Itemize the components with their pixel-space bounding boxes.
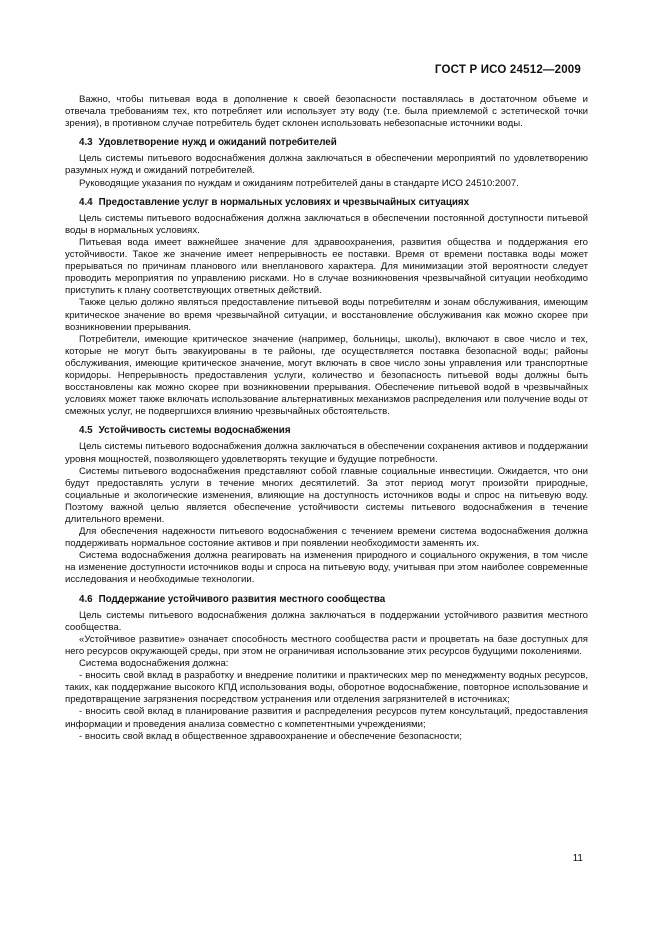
paragraph: Система водоснабжения должна:	[79, 658, 229, 670]
paragraph: Системы питьевого водоснабжения представляют собой главные социальные инвестиции. Ожидается, что они будут предоставлять услуги в течение многих десятилетий. За этот период могут произойти природные, социальные и экологические изменения, влияющие на доступность источников воды и спрос на питьевую воду. Поэтому важной целью является обеспечение устойчивости системы питьевого водоснабжения в течение длительного времени.	[65, 465, 588, 525]
section-title: Устойчивость системы водоснабжения	[98, 425, 291, 437]
section-heading-4-3	[79, 137, 588, 149]
page-number: 11	[572, 853, 583, 864]
paragraph: Цель системы питьевого водоснабжения должна заключаться в поддержании устойчивого развития местного сообщества.	[65, 609, 588, 633]
paragraph: Потребители, имеющие критическое значение (например, больницы, школы), включают в свое число и тех, которые не могут быть эвакуированы в те районы, где осуществляется поставка безопасной воды; районы обслуживания, имеющие критическое значение, могут включать в свое число зоны управления или транспортные коридоры. Непрерывность предоставления услуги, количество и безопасность питьевой воды должны быть восстановлены как можно скорее при возникновении прерывания. Обеспечение питьевой водой в чрезвычайных условиях может также включать использование альтернативных механизмов распределения или получение воды от смежных услуг, не подвергшихся влиянию чрезвычайных обстоятельств.	[65, 333, 588, 418]
section-heading-4-5	[79, 425, 588, 437]
section-number: 4.5	[79, 425, 93, 437]
paragraph: Цель системы питьевого водоснабжения должна заключаться в обеспечении сохранения активов и поддержании уровня мощностей, позволяющего удовлетворять текущие и будущие потребности.	[65, 441, 588, 465]
section-heading-4-6	[79, 594, 588, 606]
section-number: 4.4	[79, 196, 93, 208]
intro-paragraph: Важно, чтобы питьевая вода в дополнение к своей безопасности поставлялась в достаточном объеме и отвечала требованиям тех, кто потребляет или использует эту воду (т.е. была приемлемой с эстетической точки зрения), в противном случае потребитель будет склонен использовать небезопасные источники воды.	[65, 94, 588, 130]
list-item: - вносить свой вклад в общественное здравоохранение и обеспечение безопасности;	[79, 730, 462, 742]
document-header: ГОСТ Р ИСО 24512—2009	[434, 64, 581, 76]
list-item: - вносить свой вклад в планирование развития и распределения ресурсов путем консультаций, предоставления информации и проведения анализа совместно с компетентными учреждениями;	[65, 706, 588, 730]
paragraph: Руководящие указания по нуждам и ожиданиям потребителей даны в стандарте ИСО 24510:2007.	[79, 177, 519, 189]
section-number: 4.6	[79, 593, 93, 605]
section-heading-4-4	[79, 197, 588, 209]
paragraph: Цель системы питьевого водоснабжения должна заключаться в обеспечении мероприятий по удовлетворению разумных нужд и ожиданий потребителей.	[65, 153, 588, 177]
page-content	[65, 94, 588, 743]
paragraph: Цель системы питьевого водоснабжения должна заключаться в обеспечении постоянной доступности питьевой воды в нормальных условиях.	[65, 212, 588, 236]
paragraph: Питьевая вода имеет важнейшее значение для здравоохранения, развития общества и поддержания его устойчивости. Такое же значение имеет непрерывность ее поставки. Время от времени поставка воды может прерываться по причинам планового или внепланового характера. Для минимизации этой вероятности следует проводить мероприятия по управлению рисками. Но в случае возникновения чрезвычайной ситуации необходимо приступить к плану соответствующих ответных действий.	[65, 236, 588, 297]
paragraph: Для обеспечения надежности питьевого водоснабжения с течением времени система водоснабжения должна поддерживать нормальное состояние активов и при появлении необходимости заменять их.	[65, 526, 588, 550]
paragraph: Система водоснабжения должна реагировать на изменения природного и социального окружения, в том числе на изменение доступности источников воды и спроса на питьевую воду, учитывая при этом наиболее современные исследования и необходимые технологии.	[65, 550, 588, 586]
section-number: 4.3	[79, 137, 93, 149]
section-title: Предоставление услуг в нормальных условиях и чрезвычайных ситуациях	[98, 196, 470, 208]
paragraph: Также целью должно являться предоставление питьевой воды потребителям и зонам обслуживания, имеющим критическое значение во время чрезвычайной ситуации, и восстановление обслуживания как можно скорее при возникновении прерывания.	[65, 297, 588, 333]
paragraph: «Устойчивое развитие» означает способность местного сообщества расти и процветать на базе доступных для него ресурсов окружающей среды, при этом не ограничивая использование этих ресурсов будущими поколениями.	[65, 633, 588, 657]
section-title: Поддержание устойчивого развития местного сообщества	[98, 593, 386, 605]
section-title: Удовлетворение нужд и ожиданий потребителей	[98, 137, 337, 149]
list-item: - вносить свой вклад в разработку и внедрение политики и практических мер по менеджменту водных ресурсов, таких, как поддержание высокого КПД использования воды, оборотное водоснабжение, повторное использование и предотвращение загрязнения посредством устранения или отделения загрязнителей в источниках;	[65, 670, 588, 706]
